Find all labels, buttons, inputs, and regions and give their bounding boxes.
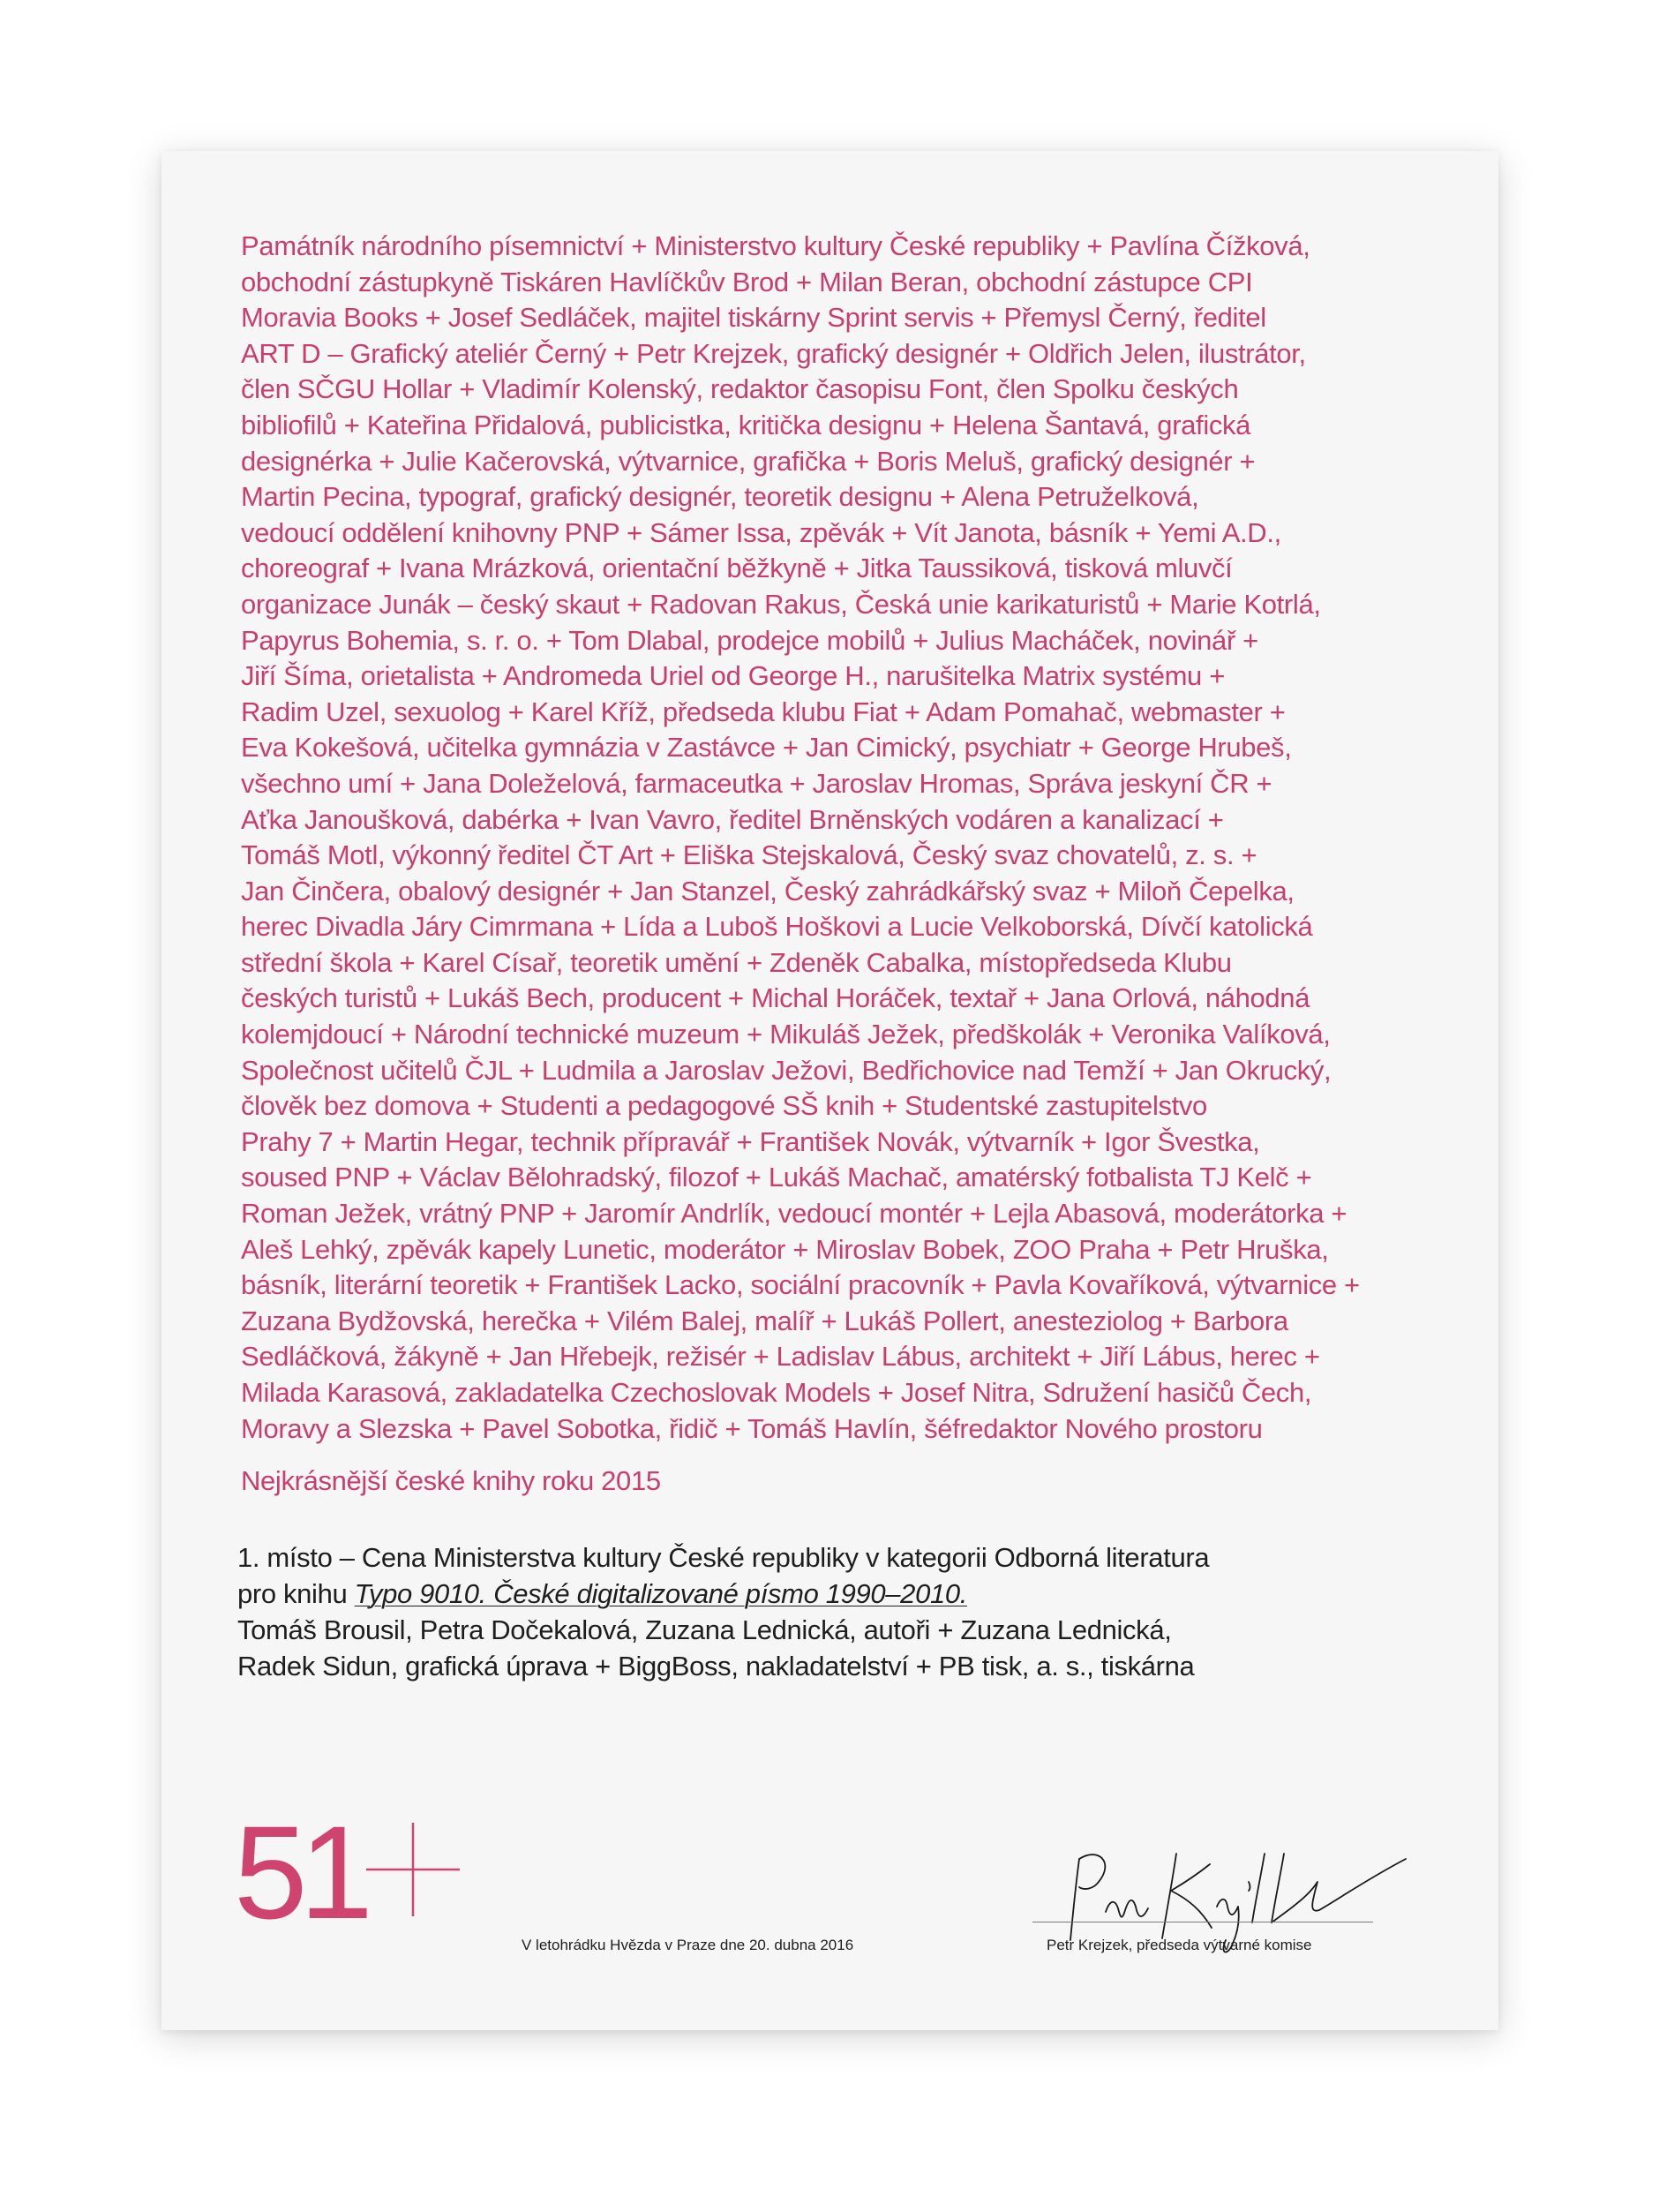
award-line-2 — [237, 1576, 1438, 1612]
credits-line: Radim Uzel, sexuolog + Karel Kříž, předseda klubu Fiat + Adam Pomahač, webmaster + — [241, 696, 1286, 727]
credits-line: Aleš Lehký, zpěvák kapely Lunetic, moderátor + Miroslav Bobek, ZOO Praha + Petr Hruška, — [241, 1233, 1329, 1265]
award-heading: Nejkrásnější české knihy roku 2015 — [241, 1465, 661, 1496]
credits-line: Památník národního písemnictví + Ministerstvo kultury České republiky + Pavlína Čížková, — [241, 230, 1310, 261]
edition-number: 51 — [234, 1798, 365, 1946]
credits-line: Eva Kokešová, učitelka gymnázia v Zastávce + Jan Cimický, psychiatr + George Hrubeš, — [241, 732, 1292, 764]
signatory-caption: Petr Krejzek, předseda výtvarné komise — [1047, 1937, 1312, 1953]
credits-line: Zuzana Bydžovská, herečka + Vilém Balej, malíř + Lukáš Pollert, anesteziolog + Barbora — [241, 1305, 1288, 1336]
credits-line: Tomáš Motl, výkonný ředitel ČT Art + Eliška Stejskalová, Český svaz chovatelů, z. s. + — [241, 839, 1257, 871]
credits-line: Moravy a Slezska + Pavel Sobotka, řidič + Tomáš Havlín, šéfredaktor Nového prostoru — [241, 1412, 1263, 1444]
credits-line: Sedláčková, žákyně + Jan Hřebejk, režisér + Ladislav Lábus, architekt + Jiří Lábus, herec + — [241, 1341, 1320, 1373]
credits-line: Jan Činčera, obalový designér + Jan Stanzel, Český zahrádkářský svaz + Miloň Čepelka, — [241, 875, 1295, 907]
certificate-sheet — [161, 151, 1498, 2030]
credits-line: organizace Junák – český skaut + Radovan Rakus, Česká unie karikaturistů + Marie Kotrlá, — [241, 588, 1321, 620]
book-title: Typo 9010. České digitalizované písmo 1990–2010. — [354, 1578, 968, 1609]
award-line-3: Tomáš Brousil, Petra Dočekalová, Zuzana Lednická, autoři + Zuzana Lednická, — [237, 1614, 1172, 1645]
credits-line: soused PNP + Václav Bělohradský, filozof + Lukáš Machač, amatérský fotbalista TJ Kelč + — [241, 1162, 1312, 1193]
credits-line: Aťka Janoušková, dabérka + Ivan Vavro, ředitel Brněnských vodáren a kanalizací + — [241, 803, 1224, 835]
credits-line: všechno umí + Jana Doleželová, farmaceutka + Jaroslav Hromas, Správa jeskyní ČR + — [241, 767, 1272, 799]
credits-line: Moravia Books + Josef Sedláček, majitel tiskárny Sprint servis + Přemysl Černý, ředitel — [241, 302, 1266, 334]
credits-line: básník, literární teoretik + František Lacko, sociální pracovník + Pavla Kovaříková, výtvarnice + — [241, 1269, 1360, 1301]
credits-line: střední škola + Karel Císař, teoretik umění + Zdeněk Cabalka, místopředseda Klubu — [241, 946, 1232, 978]
award-line-2-prefix: pro knihu — [237, 1578, 355, 1609]
credits-line: herec Divadla Járy Cimrmana + Lída a Luboš Hoškovi a Lucie Velkoborská, Dívčí katolická — [241, 911, 1313, 943]
credits-line: Milada Karasová, zakladatelka Czechoslovak Models + Josef Nitra, Sdružení hasičů Čech, — [241, 1377, 1312, 1408]
credits-line: Papyrus Bohemia, s. r. o. + Tom Dlabal, prodejce mobilů + Julius Macháček, novinář + — [241, 624, 1258, 656]
credits-line: kolemjdoucí + Národní technické muzeum + Mikuláš Ježek, předškolák + Veronika Valíková, — [241, 1019, 1331, 1050]
credits-line: českých turistů + Lukáš Bech, producent + Michal Horáček, textař + Jana Orlová, náhodná — [241, 982, 1310, 1014]
credits-line: Společnost učitelů ČJL + Ludmila a Jaroslav Ježovi, Bedřichovice nad Temží + Jan Okrucký, — [241, 1054, 1332, 1086]
plus-icon — [363, 1819, 463, 1920]
credits-line: bibliofilů + Kateřina Přidalová, publicistka, kritička designu + Helena Šantavá, grafická — [241, 409, 1251, 440]
credits-line: Martin Pecina, typograf, grafický designér, teoretik designu + Alena Petruželková, — [241, 481, 1199, 513]
credits-line: člen SČGU Hollar + Vladimír Kolenský, redaktor časopisu Font, člen Spolku českých — [241, 373, 1239, 405]
credits-line: Prahy 7 + Martin Hegar, technik přípravář + František Novák, výtvarník + Igor Švestka, — [241, 1125, 1260, 1157]
credits-line: designérka + Julie Kačerovská, výtvarnice, grafička + Boris Meluš, grafický designér + — [241, 445, 1256, 477]
award-line-4: Radek Sidun, grafická úprava + BiggBoss, nakladatelství + PB tisk, a. s., tiskárna — [237, 1651, 1195, 1682]
place-date: V letohrádku Hvězda v Praze dne 20. dubna 2016 — [522, 1937, 854, 1953]
award-description — [237, 1539, 1438, 1684]
credits-line: vedoucí oddělení knihovny PNP + Sámer Issa, zpěvák + Vít Janota, básník + Yemi A.D., — [241, 516, 1281, 548]
credits-line: obchodní zástupkyně Tiskáren Havlíčkův Brod + Milan Beran, obchodní zástupce CPI — [241, 266, 1253, 297]
credits-line: choreograf + Ivana Mrázková, orientační běžkyně + Jitka Taussiková, tisková mluvčí — [241, 553, 1233, 584]
credits-line: Roman Ježek, vrátný PNP + Jaromír Andrlík, vedoucí montér + Lejla Abasová, moderátorka + — [241, 1198, 1347, 1230]
credits-line: člověk bez domova + Studenti a pedagogové SŠ knih + Studentské zastupitelstvo — [241, 1090, 1207, 1122]
credits-line: ART D – Grafický ateliér Černý + Petr Krejzek, grafický designér + Oldřich Jelen, ilustrátor, — [241, 337, 1306, 369]
credits-paragraph — [241, 229, 1441, 1447]
award-line-1: 1. místo – Cena Ministerstva kultury České republiky v kategorii Odborná literatura — [237, 1542, 1210, 1573]
credits-line: Jiří Šíma, orietalista + Andromeda Uriel od George H., narušitelka Matrix systému + — [241, 660, 1225, 692]
